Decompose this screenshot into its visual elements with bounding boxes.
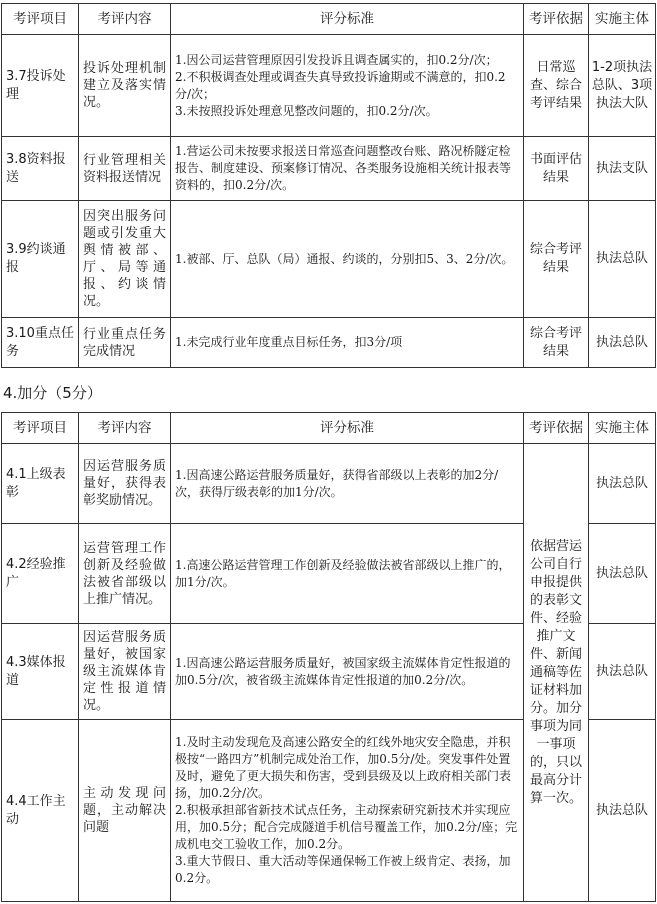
header-basis: 考评依据 — [524, 4, 589, 35]
table-row — [2, 137, 656, 201]
header-item: 考评项目 — [2, 413, 79, 444]
row-basis: 书面评估结果 — [524, 137, 589, 201]
table-row — [2, 444, 656, 524]
evaluation-table-section-3 — [1, 3, 656, 368]
row-criteria — [171, 444, 524, 524]
header-criteria: 评分标准 — [171, 413, 524, 444]
row-content: 因运营服务质量好，获得表彰奖励情况。 — [79, 444, 171, 524]
row-executor: 执法总队 — [589, 524, 656, 624]
row-executor: 执法总队 — [589, 318, 656, 368]
criteria-line: 3.未按照投诉处理意见整改问题的，扣0.2分/次。 — [175, 103, 438, 118]
header-basis: 考评依据 — [524, 413, 589, 444]
criteria-line: 1.因高速公路运营服务质量好，被国家级主流媒体肯定性报道的加0.5分/次，被省级主流媒体肯定性报道的加0.2分/次。 — [175, 655, 511, 687]
section-heading: 4.加分（5分） — [3, 384, 102, 402]
criteria-line: 1.及时主动发现危及高速公路安全的红线外地灾安全隐患，并积极按“一路四方”机制完成处治工作，加0.5分/处。突发事件处置及时，避免了更大损失和伤害，受到县级及以上政府相关部门表扬，加0.2分/次。 — [175, 735, 512, 800]
criteria-line: 1.因公司运营管理原因引发投诉且调查属实的，扣0.2分/次； — [175, 52, 498, 67]
row-item: 3.8资料报送 — [2, 137, 79, 201]
criteria-line: 3.重大节假日、重大活动等保通保畅工作被上级肯定、表扬，加0.2分。 — [175, 854, 511, 885]
table-header-row — [2, 4, 656, 35]
row-item: 3.7投诉处理 — [2, 35, 79, 137]
header-executor: 实施主体 — [589, 4, 656, 35]
row-item: 4.1上级表彰 — [2, 444, 79, 524]
row-content: 行业管理相关资料报送情况 — [79, 137, 171, 201]
row-criteria — [171, 318, 524, 368]
row-criteria — [171, 624, 524, 720]
row-content: 因运营服务质量好，被国家级主流媒体肯定性报道情况。 — [79, 624, 171, 720]
row-content: 因突出服务问题或引发重大舆情被部、厅、局等通报、约谈情况。 — [79, 201, 171, 318]
row-criteria — [171, 201, 524, 318]
row-executor: 执法总队 — [589, 624, 656, 720]
row-criteria — [171, 720, 524, 902]
row-criteria — [171, 35, 524, 137]
row-item: 3.10重点任务 — [2, 318, 79, 368]
criteria-line: 2.积极承担部省新技术试点任务，主动探索研究新技术并实现应用，加0.5分；配合完成隧道手机信号覆盖工作，加0.2分/座；完成机电交工验收工作，加0.2分。 — [175, 803, 518, 851]
row-executor: 1-2项执法总队、3项执法大队 — [589, 35, 656, 137]
table-row — [2, 318, 656, 368]
criteria-line: 1.营运公司未按要求报送日常巡查问题整改台账、路况桥隧定检报告、制度建设、预案修订情况、各类服务设施相关统计报表等资料的，扣0.2分/次。 — [175, 144, 512, 192]
row-basis: 日常巡查、综合考评结果 — [524, 35, 589, 137]
row-content: 主动发现问题，主动解决问题 — [79, 720, 171, 902]
header-item: 考评项目 — [2, 4, 79, 35]
criteria-line: 1.高速公路运营管理工作创新及经验做法被省部级以上推广的，加1分/次。 — [175, 557, 511, 589]
header-content: 考评内容 — [79, 413, 171, 444]
row-basis: 综合考评结果 — [524, 318, 589, 368]
table-header-row — [2, 413, 656, 444]
row-criteria — [171, 524, 524, 624]
header-content: 考评内容 — [79, 4, 171, 35]
header-executor: 实施主体 — [589, 413, 656, 444]
criteria-line: 1.因高速公路运营服务质量好，获得省部级以上表彰的加2分/次，获得厅级表彰的加1分/次。 — [175, 467, 499, 499]
row-executor: 执法总队 — [589, 444, 656, 524]
row-executor: 执法总队 — [589, 201, 656, 318]
row-basis: 综合考评结果 — [524, 201, 589, 318]
row-item: 4.3媒体报道 — [2, 624, 79, 720]
criteria-line: 2.不积极调查处理或调查失真导致投诉逾期或不满意的，扣0.2分/次； — [175, 69, 506, 101]
evaluation-table-section-4 — [1, 412, 656, 902]
row-content: 投诉处理机制建立及落实情况。 — [79, 35, 171, 137]
row-criteria — [171, 137, 524, 201]
row-executor: 执法支队 — [589, 137, 656, 201]
table-row — [2, 201, 656, 318]
merged-basis: 依据营运公司自行申报提供的表彰文件、经验推广文件、新闻通稿等佐证材料加分。加分事项为同一事项的，只以最高分计算一次。 — [524, 444, 589, 902]
table-row — [2, 35, 656, 137]
row-item: 4.4工作主动 — [2, 720, 79, 902]
row-item: 4.2经验推广 — [2, 524, 79, 624]
header-criteria: 评分标准 — [171, 4, 524, 35]
row-content: 行业重点任务完成情况 — [79, 318, 171, 368]
row-content: 运营管理工作创新及经验做法被省部级以上推广情况。 — [79, 524, 171, 624]
row-item: 3.9约谈通报 — [2, 201, 79, 318]
row-executor: 执法总队 — [589, 720, 656, 902]
criteria-line: 1.未完成行业年度重点目标任务，扣3分/项 — [175, 335, 403, 349]
criteria-line: 1.被部、厅、总队（局）通报、约谈的，分别扣5、3、2分/次。 — [175, 251, 514, 266]
